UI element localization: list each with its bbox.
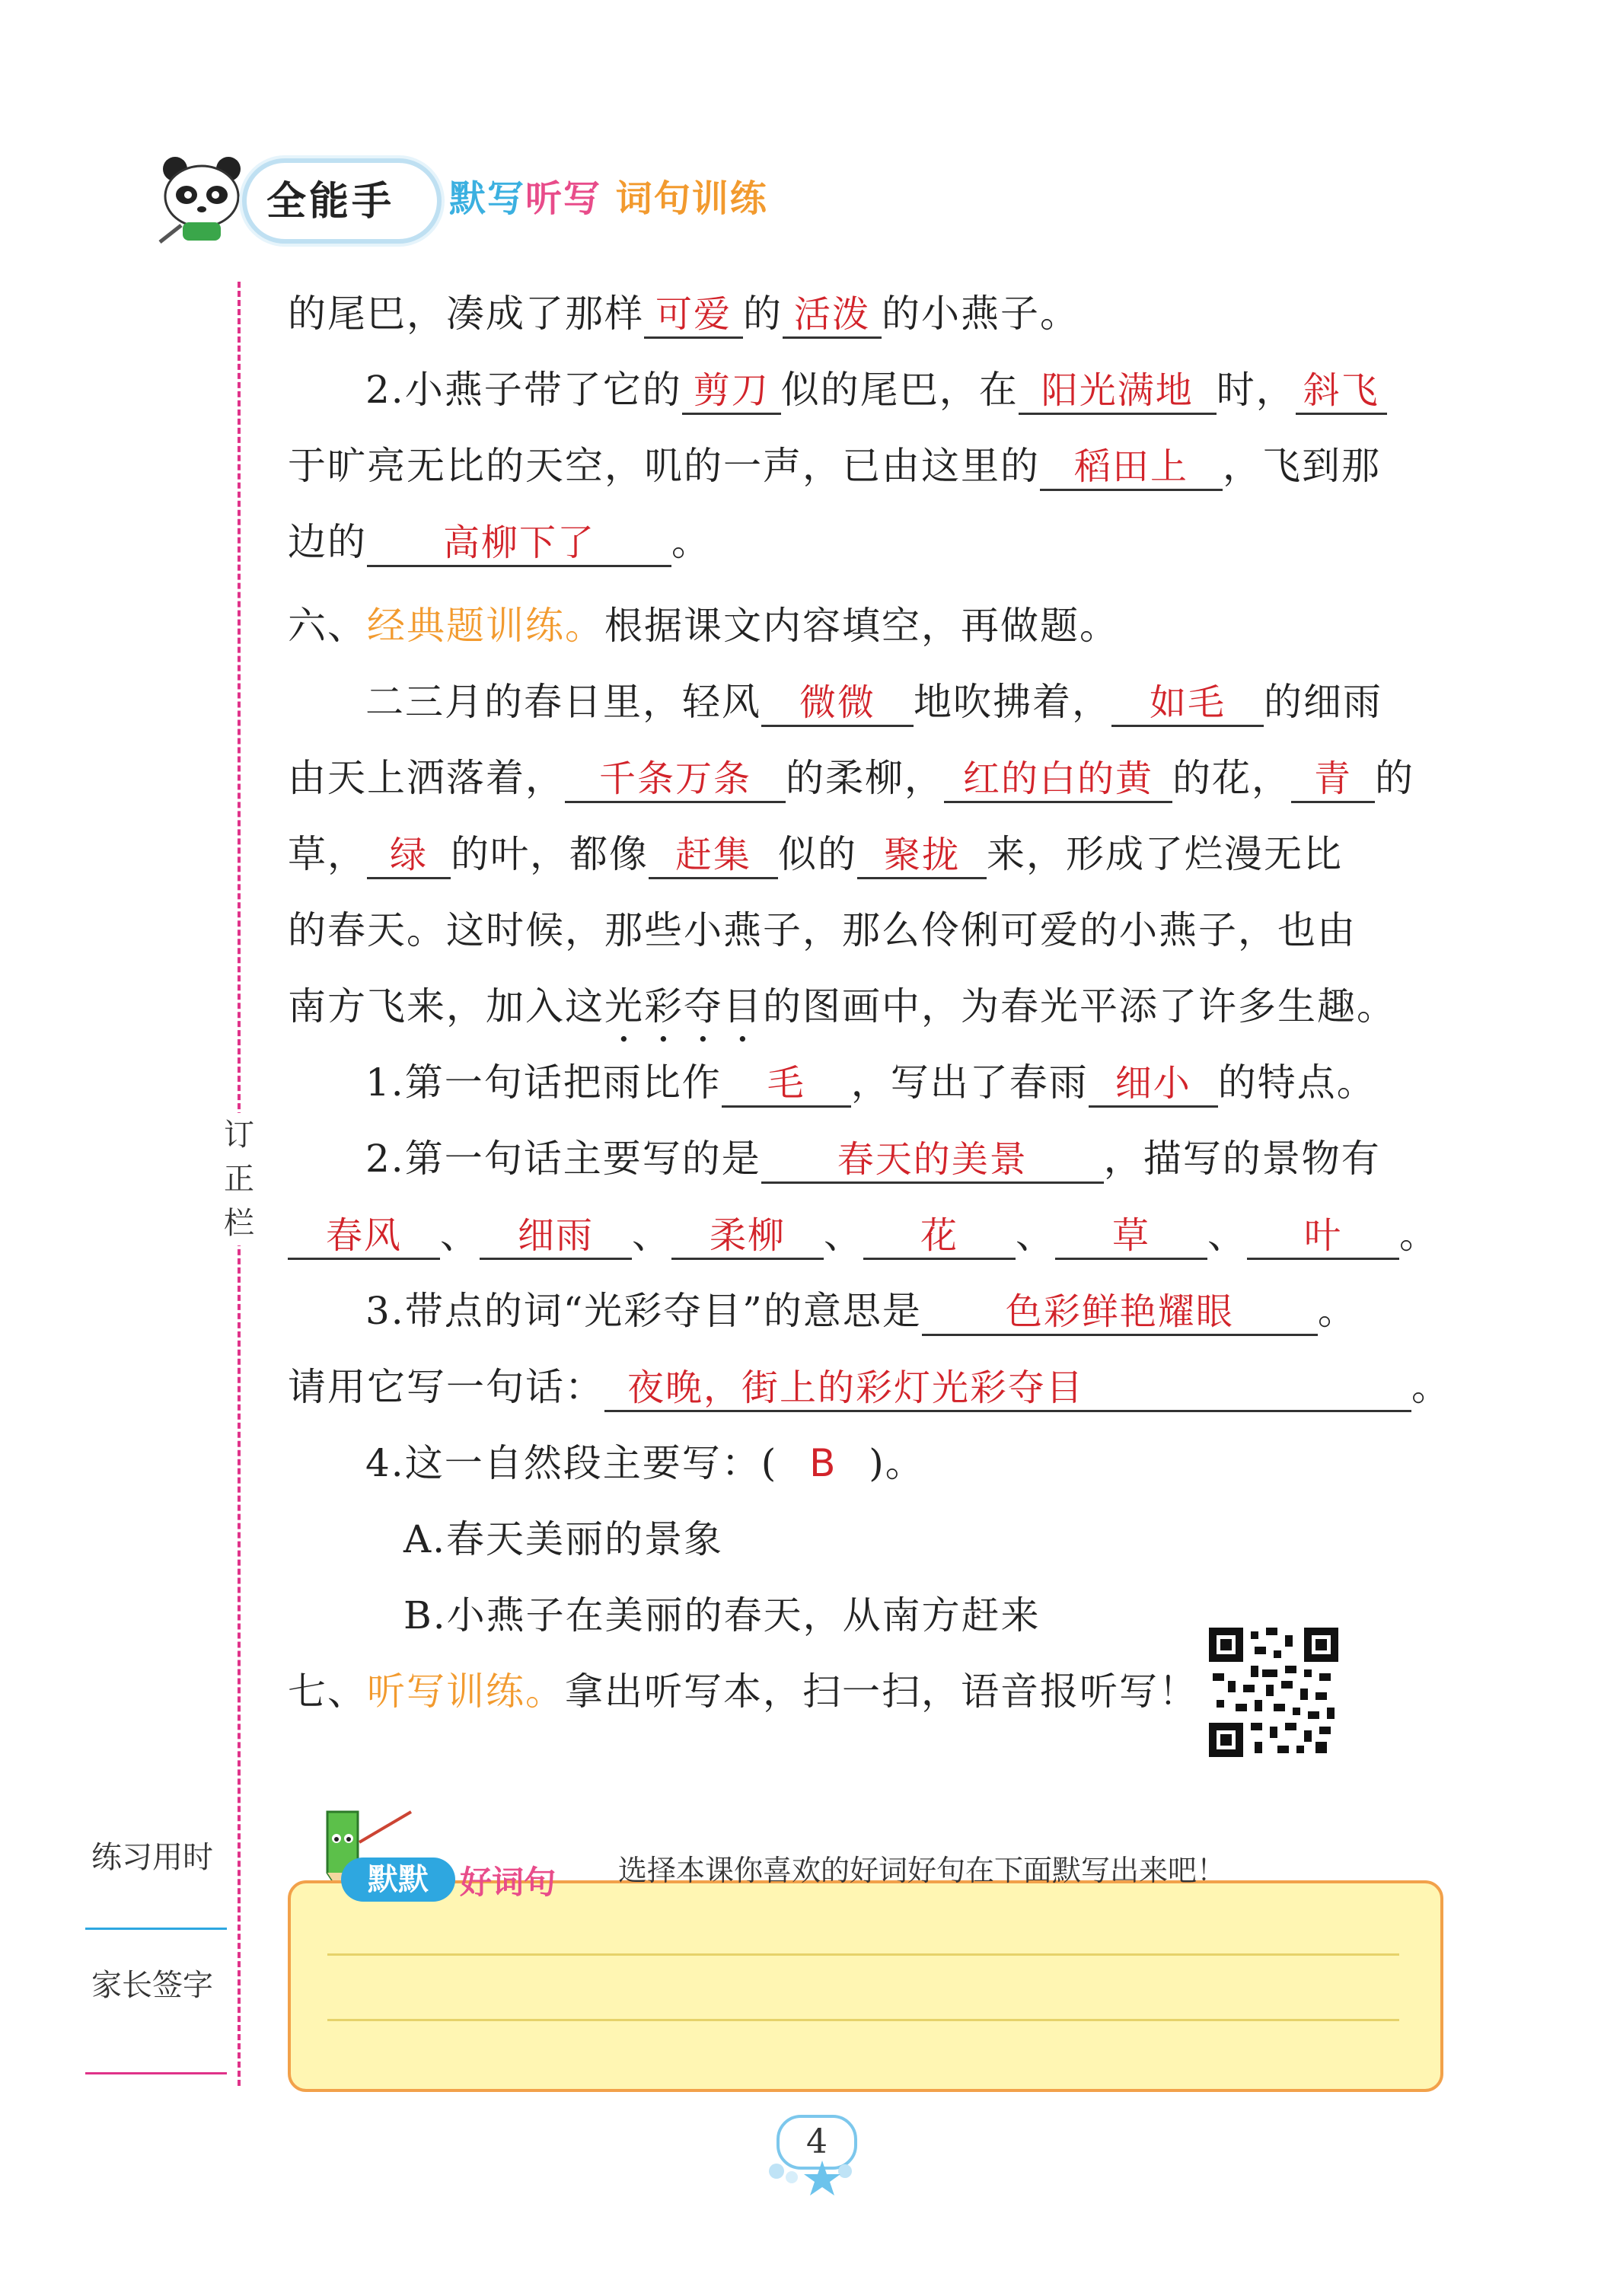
text: 来，形成了烂漫无比 bbox=[987, 832, 1343, 876]
moxie-title: 好词句 bbox=[460, 1864, 556, 1901]
correction-column-label bbox=[221, 1113, 257, 1245]
moxie-instruction: 选择本课你喜欢的好词好句在下面默写出来吧！ bbox=[618, 1854, 1226, 1887]
text: 的尾巴，凑成了那样 bbox=[288, 292, 644, 336]
text: 的特点。 bbox=[1217, 1060, 1376, 1105]
section-label: 经典题训练。 bbox=[367, 604, 604, 648]
question-2-items bbox=[288, 1212, 1439, 1260]
text: 于旷亮无比的天空，叽的一声，已由这里的 bbox=[288, 444, 1040, 488]
text: 3.带点的词“光彩夺目”的意思是 bbox=[365, 1289, 922, 1333]
text: 草， bbox=[288, 832, 367, 876]
section-label: 听写训练。 bbox=[367, 1669, 565, 1714]
answer-blank[interactable]: 剪刀 bbox=[682, 368, 781, 415]
brand-name: 全能手 bbox=[266, 179, 395, 225]
section-prefix: 七、 bbox=[288, 1669, 367, 1714]
text: ，写出了春雨 bbox=[850, 1060, 1089, 1105]
answer-blank[interactable]: 斜飞 bbox=[1296, 368, 1387, 415]
passage-line-3 bbox=[288, 831, 1343, 879]
writing-line-2[interactable] bbox=[327, 2019, 1399, 2021]
question-4 bbox=[365, 1440, 925, 1486]
answer-blank[interactable]: 夜晚，街上的彩灯光彩夺目 bbox=[604, 1366, 1411, 1412]
text: ，描写的景物有 bbox=[1103, 1137, 1381, 1181]
answer-blank[interactable]: 红的白的黄 bbox=[944, 757, 1172, 803]
correction-char-3: 栏 bbox=[224, 1206, 254, 1241]
panda-icon bbox=[152, 152, 251, 244]
section-7-heading bbox=[288, 1669, 1198, 1714]
answer-blank[interactable]: 绿 bbox=[367, 833, 451, 879]
text: 。 bbox=[671, 520, 711, 564]
answer-blank[interactable]: 稻田上 bbox=[1040, 445, 1223, 491]
qr-code-icon[interactable] bbox=[1209, 1628, 1338, 1757]
answer-blank[interactable]: 色彩鲜艳耀眼 bbox=[922, 1290, 1318, 1336]
text: 的小燕子。 bbox=[882, 292, 1079, 336]
answer-choice[interactable]: B bbox=[809, 1441, 837, 1485]
parent-signature-label: 家长签字 bbox=[91, 1968, 213, 2003]
question-3 bbox=[365, 1288, 1357, 1336]
text: )。 bbox=[869, 1441, 925, 1485]
text: 1.第一句话把雨比作 bbox=[365, 1060, 722, 1105]
option-a: A.春天美丽的景象 bbox=[403, 1517, 724, 1561]
moxie-badge: 默默 bbox=[341, 1858, 455, 1902]
parent-signature-line[interactable] bbox=[85, 2072, 227, 2074]
passage-line-2 bbox=[288, 755, 1414, 803]
text: 时， bbox=[1216, 368, 1296, 412]
passage-line-5 bbox=[288, 984, 1396, 1051]
passage-line-1 bbox=[365, 679, 1382, 727]
text: 的 bbox=[743, 292, 783, 336]
text: 的花， bbox=[1172, 756, 1291, 800]
answer-blank[interactable]: 细小 bbox=[1089, 1061, 1218, 1108]
question-1 bbox=[365, 1060, 1376, 1108]
text-line-2 bbox=[365, 367, 1387, 415]
text: 。 bbox=[1399, 1213, 1439, 1257]
text: 2.第一句话主要写的是 bbox=[365, 1137, 761, 1181]
separator: 、 bbox=[1207, 1213, 1247, 1257]
section-instruction: 根据课文内容填空，再做题。 bbox=[604, 604, 1119, 648]
answer-blank[interactable]: 可爱 bbox=[644, 292, 743, 339]
text: 二三月的春日里，轻风 bbox=[365, 680, 761, 724]
series-title bbox=[449, 169, 768, 222]
answer-blank[interactable]: 活泼 bbox=[783, 292, 882, 339]
text: 似的尾巴，在 bbox=[780, 368, 1019, 412]
answer-blank[interactable]: 赶集 bbox=[649, 833, 778, 879]
answer-blank[interactable]: 春风 bbox=[288, 1213, 440, 1260]
text: 的图画中，为春光平添了许多生趣。 bbox=[763, 984, 1396, 1028]
text: 南方飞来，加入这 bbox=[288, 984, 604, 1028]
text-line-3 bbox=[288, 443, 1381, 491]
writing-line-1[interactable] bbox=[327, 1953, 1399, 1956]
answer-blank[interactable]: 柔柳 bbox=[671, 1213, 824, 1260]
page-number: 4 bbox=[777, 2115, 857, 2170]
series-part-2: 听写 bbox=[525, 177, 602, 220]
text: 由天上洒落着， bbox=[288, 756, 565, 800]
answer-blank[interactable]: 春天的美景 bbox=[761, 1137, 1104, 1184]
text: 地吹拂着， bbox=[914, 680, 1111, 724]
text: 4.这一自然段主要写：( bbox=[365, 1441, 778, 1485]
answer-blank[interactable]: 高柳下了 bbox=[367, 521, 671, 567]
correction-char-2: 正 bbox=[224, 1162, 254, 1197]
text: 的 bbox=[1375, 756, 1414, 800]
text: 。 bbox=[1317, 1289, 1357, 1333]
answer-blank[interactable]: 聚拢 bbox=[857, 833, 987, 879]
text: 边的 bbox=[288, 520, 367, 564]
question-2 bbox=[365, 1136, 1381, 1184]
answer-blank[interactable]: 细雨 bbox=[480, 1213, 632, 1260]
answer-blank[interactable]: 青 bbox=[1291, 757, 1375, 803]
answer-blank[interactable]: 阳光满地 bbox=[1019, 368, 1217, 415]
text: 。 bbox=[1411, 1365, 1451, 1409]
text: 的叶，都像 bbox=[451, 832, 649, 876]
series-part-1: 默写 bbox=[449, 177, 526, 220]
writing-area[interactable] bbox=[288, 1880, 1443, 2092]
text-line-4 bbox=[288, 519, 711, 567]
practice-time-line[interactable] bbox=[85, 1928, 227, 1930]
series-part-3: 词句训练 bbox=[615, 177, 768, 220]
answer-blank[interactable]: 草 bbox=[1055, 1213, 1207, 1260]
section-instruction: 拿出听写本，扫一扫，语音报听写！ bbox=[565, 1669, 1198, 1714]
passage-line-4: 的春天。这时候，那些小燕子，那么伶俐可爱的小燕子，也由 bbox=[288, 908, 1357, 952]
answer-blank[interactable]: 如毛 bbox=[1111, 681, 1264, 727]
text: 的细雨 bbox=[1264, 680, 1382, 724]
dotted-word: 光彩夺目 bbox=[604, 984, 763, 1028]
option-b: B.小燕子在美丽的春天，从南方赶来 bbox=[403, 1593, 1041, 1637]
section-6-heading bbox=[288, 603, 1119, 649]
separator: 、 bbox=[440, 1213, 480, 1257]
answer-blank[interactable]: 毛 bbox=[722, 1061, 851, 1108]
answer-blank[interactable]: 叶 bbox=[1247, 1213, 1399, 1260]
text: 请用它写一句话： bbox=[288, 1365, 604, 1409]
text: 2.小燕子带了它的 bbox=[365, 368, 682, 412]
practice-time-label: 练习用时 bbox=[91, 1840, 213, 1875]
separator: 、 bbox=[824, 1213, 863, 1257]
answer-blank[interactable]: 千条万条 bbox=[565, 757, 786, 803]
text: 的柔柳， bbox=[786, 756, 944, 800]
correction-char-1: 订 bbox=[224, 1118, 254, 1153]
text: ，飞到那 bbox=[1223, 444, 1381, 488]
separator: 、 bbox=[1016, 1213, 1055, 1257]
decorative-stars-icon bbox=[754, 2154, 875, 2200]
separator: 、 bbox=[632, 1213, 671, 1257]
question-3-sentence bbox=[288, 1364, 1451, 1412]
text-line-1 bbox=[288, 291, 1079, 339]
section-prefix: 六、 bbox=[288, 604, 367, 648]
answer-blank[interactable]: 微微 bbox=[761, 681, 914, 727]
text: 似的 bbox=[778, 832, 857, 876]
answer-blank[interactable]: 花 bbox=[863, 1213, 1016, 1260]
